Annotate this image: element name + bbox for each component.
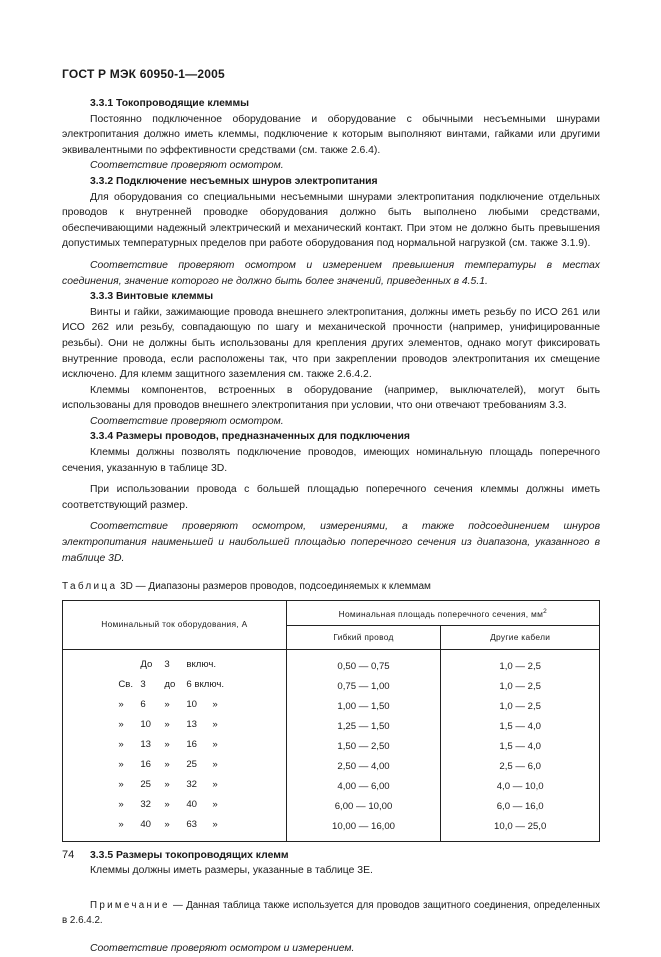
current-range-part: » [212,718,218,730]
cell-flexible-cord: 10,00 — 16,00 [286,817,441,842]
section-3-3-1-heading: 3.3.1 Токопроводящие клеммы [90,98,250,109]
current-range-part: 13 [186,718,198,730]
table-caption-text: 3D — Диапазоны размеров проводов, подсоединяемых к клеммам [117,581,431,593]
current-range [114,717,234,732]
section-3-3-1-paragraph: Постоянно подключенное оборудование и оборудование с обычными несъемными шнурами электропитания должно иметь клеммы, подключение к которым выполняют винтами, гайками или другими эквивалентными по эффективности средствами (см. также 2.6.4). [62,113,600,156]
current-range [114,757,234,772]
current-range-part: » [212,798,218,810]
current-range-part: 6 включ. [186,678,224,690]
current-range-part: 16 [186,738,198,750]
current-range-part: 40 [140,818,152,830]
current-range-part: 32 [140,798,152,810]
cell-rated-current [63,649,287,677]
current-range [114,737,234,752]
table-row [63,697,600,717]
section-3-3-3-compliance: Соответствие проверяют осмотром. [90,415,284,427]
current-range-part: » [212,738,218,750]
table-row [63,817,600,842]
current-range [114,657,234,672]
table-row [63,757,600,777]
current-range-part: » [164,738,170,750]
cell-other-cables: 1,0 — 2,5 [441,649,600,677]
section-3-3-4-paragraph-1: Клеммы должны позволять подключение проводов, имеющих номинальную площадь поперечного сечения, указанную в таблице 3D. [62,447,600,474]
section-3-3-5-paragraph: Клеммы должны иметь размеры, указанные в таблице 3Е. [90,865,373,877]
cell-flexible-cord: 0,50 — 0,75 [286,649,441,677]
cell-rated-current [63,737,287,757]
section-3-3-3-paragraph-2: Клеммы компонентов, встроенных в оборудование (например, выключателей), могут быть использованы для проводов внешнего электропитания при условии, что они отвечают требованиям 3.3. [62,384,600,412]
cell-other-cables: 1,5 — 4,0 [441,717,600,737]
table-caption [62,579,600,595]
current-range-part: 10 [140,718,152,730]
current-range-part: » [212,778,218,790]
current-range-part: 3 [164,658,170,670]
cross-section-superscript: 2 [543,607,548,615]
current-range-part: 40 [186,798,198,810]
current-range-part: 25 [140,778,152,790]
current-range-part: » [118,818,124,830]
note-label: Примечание [90,900,170,911]
current-range-part: » [118,798,124,810]
table-row [63,717,600,737]
current-range-part: » [212,698,218,710]
current-range-part: » [118,758,124,770]
current-range-part: 13 [140,738,152,750]
wire-size-table [62,600,600,842]
current-range-part: » [164,818,170,830]
current-range-part: » [164,778,170,790]
current-range-part: » [118,718,124,730]
current-range-part: 10 [186,698,198,710]
document-header: ГОСТ Р МЭК 60950-1—2005 [62,67,225,81]
cell-rated-current [63,677,287,697]
current-range-part: 25 [186,758,198,770]
cross-section-label: Номинальная площадь поперечного сечения, мм [338,608,544,619]
current-range-part: » [212,818,218,830]
section-3-3-3-heading: 3.3.3 Винтовые клеммы [90,291,214,303]
column-header-rated-current: Номинальный ток оборудования, А [63,600,287,649]
section-3-3-2-heading: 3.3.2 Подключение несъемных шнуров электропитания [90,175,378,187]
current-range [114,817,234,832]
page-body [62,96,600,957]
section-3-3-4-compliance: Соответствие проверяют осмотром, измерениями, а также подсоединением шнуров электропитания наименьшей и наибольшей площадью поперечного сечения из диапазона, указанного в таблице 3D. [62,521,600,564]
column-header-cross-section [286,600,599,625]
current-range-part: » [164,718,170,730]
cell-flexible-cord: 1,00 — 1,50 [286,697,441,717]
current-range-part: » [164,798,170,810]
page-number: 74 [62,849,75,861]
section-3-3-4-paragraph-2: При использовании провода с большей площадью поперечного сечения клеммы должны иметь соответствующий размер. [62,484,600,511]
cell-other-cables: 1,5 — 4,0 [441,737,600,757]
column-header-flexible-cord: Гибкий провод [286,625,441,649]
cell-other-cables: 2,5 — 6,0 [441,757,600,777]
current-range [114,677,234,692]
table-caption-word: Таблица [62,581,118,593]
current-range-part: включ. [186,658,216,670]
cell-rated-current [63,757,287,777]
cell-other-cables: 1,0 — 2,5 [441,697,600,717]
cell-rated-current [63,817,287,842]
table-row [63,797,600,817]
cell-flexible-cord: 0,75 — 1,00 [286,677,441,697]
note-text: — Данная таблица также используется для проводов защитного соединения, определенных в 2.6.4.2. [62,900,600,926]
current-range-part: » [164,758,170,770]
current-range-part: 3 [140,678,146,690]
current-range-part: » [118,698,124,710]
section-3-3-3-paragraph-1: Винты и гайки, зажимающие провода внешнего электропитания, должны иметь резьбу по ИСО 261 или ИСО 262 или резьбу, совпадающую по шагу и механической прочности (например, унифицированные резьбы). Они не должны быть использованы для крепления других элементов, однако могут фиксировать внутренние провода, если расположены так, что при закреплении проводов электропитания их смещение исключено. Для клемм защитного заземления см. также 2.6.4.2. [62,306,600,381]
cell-rated-current [63,797,287,817]
cell-flexible-cord: 1,50 — 2,50 [286,737,441,757]
note [62,899,600,928]
current-range-part: » [118,738,124,750]
section-3-3-1-compliance: Соответствие проверяют осмотром. [90,160,284,172]
table-body [63,649,600,841]
current-range [114,777,234,792]
current-range-part: 63 [186,818,198,830]
current-range-part: Св. [118,678,134,690]
current-range-part: » [164,698,170,710]
table-row [63,649,600,677]
cell-other-cables: 10,0 — 25,0 [441,817,600,842]
section-3-3-5-heading: 3.3.5 Размеры токопроводящих клемм [90,849,289,861]
current-range-part: 6 [140,698,146,710]
cell-rated-current [63,697,287,717]
cell-other-cables: 4,0 — 10,0 [441,777,600,797]
table-row [63,737,600,757]
cell-flexible-cord: 2,50 — 4,00 [286,757,441,777]
current-range-part: 16 [140,758,152,770]
section-3-3-4-heading: 3.3.4 Размеры проводов, предназначенных для подключения [90,431,410,443]
current-range-part: » [118,778,124,790]
column-header-other-cables: Другие кабели [441,625,600,649]
table-row [63,777,600,797]
current-range-part: » [212,758,218,770]
current-range-part: 32 [186,778,198,790]
cell-rated-current [63,777,287,797]
cell-other-cables: 1,0 — 2,5 [441,677,600,697]
current-range [114,797,234,812]
cell-flexible-cord: 1,25 — 1,50 [286,717,441,737]
current-range-part: до [164,678,176,690]
cell-other-cables: 6,0 — 16,0 [441,797,600,817]
cell-flexible-cord: 4,00 — 6,00 [286,777,441,797]
table-row [63,677,600,697]
current-range-part: До [140,658,153,670]
current-range [114,697,234,712]
section-3-3-2-compliance: Соответствие проверяют осмотром и измерением превышения температуры в местах соединения, значение которого не должно быть более значений, приведенных в 4.5.1. [62,259,600,287]
cell-rated-current [63,717,287,737]
final-compliance: Соответствие проверяют осмотром и измерением. [90,943,355,954]
section-3-3-2-paragraph: Для оборудования со специальными несъемными шнурами электропитания подключение отдельных проводов к внутренней проводке оборудования должно быть выполнено любыми средствами, обеспечивающими надежный электрический и механический контакт. При этом не должно быть превышения допустимых температурных пределов при работе оборудования под нормальной нагрузкой (см. также 3.1.9). [62,191,600,250]
cell-flexible-cord: 6,00 — 10,00 [286,797,441,817]
